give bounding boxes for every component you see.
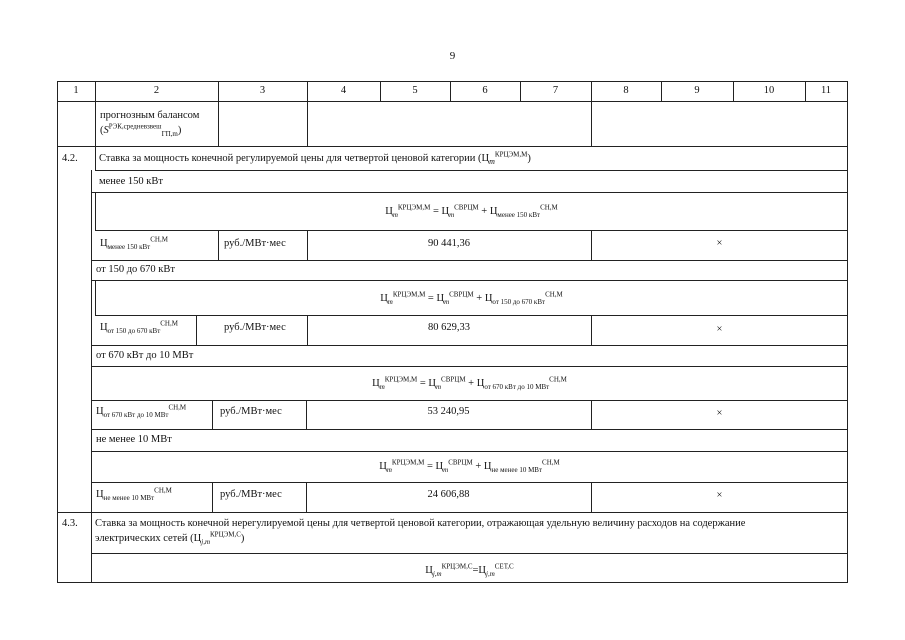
- rate-symbol: $Ц_{от 150 до 670 кВт}^{СН,М}$: [100, 319, 178, 336]
- header-cell: 10: [763, 85, 775, 96]
- section-title: Ставка за мощность конечной регулируемой цены для четвертой ценовой категории $(Ц_m^{КРЦЭМ,М})$: [99, 150, 531, 166]
- header-cell: 6: [482, 85, 488, 96]
- subsection-title: от 670 кВт до 10 МВт: [96, 350, 194, 361]
- cross-mark: ×: [716, 408, 723, 419]
- header-cell: 4: [340, 85, 347, 96]
- rate-symbol: $Ц_{менее 150 кВт}^{СН,М}$: [100, 235, 168, 252]
- rate-value: 80 629,33: [428, 322, 470, 333]
- subsection-title: менее 150 кВт: [99, 176, 163, 187]
- header-cell: 1: [73, 85, 79, 96]
- header-cell: 2: [153, 85, 160, 96]
- cross-mark: ×: [716, 490, 723, 501]
- unit: руб./МВт·мес: [224, 238, 286, 249]
- continuation-text: прогнозным балансом: [100, 110, 200, 121]
- rate-value: 90 441,36: [428, 238, 470, 249]
- unit: руб./МВт·мес: [220, 489, 282, 500]
- subsection-title: от 150 до 670 кВт: [96, 264, 175, 275]
- formula: $Ц_m^{КРЦЭМ,М} = Ц_m^{СВРЦМ} + Ц_{от 150 до 670 кВт}^{СН,М}$: [380, 290, 563, 307]
- header-cell: 3: [259, 85, 266, 96]
- formula: $Ц_m^{КРЦЭМ,М} = Ц_m^{СВРЦМ} + Ц_{не менее 10 МВт}^{СН,М}$: [379, 458, 560, 475]
- formula: $Ц_m^{КРЦЭМ,М} = Ц_m^{СВРЦМ} + Ц_{от 670 кВт до 10 МВт}^{СН,М}$: [372, 375, 567, 392]
- continuation-symbol: $(S^{РЭК,средневзвеш}_{ГП,m})$: [100, 122, 182, 139]
- header-cell: 5: [412, 85, 418, 96]
- section-title: Ставка за мощность конечной нерегулируемой цены для четвертой ценовой категории, отражающая удельную величину расходов на содержание: [95, 518, 746, 529]
- cross-mark: ×: [716, 324, 723, 335]
- section-number: 4.3.: [62, 518, 78, 529]
- section-number: 4.2.: [62, 153, 78, 164]
- formula: $Ц_{j,m}^{КРЦЭМ,С}=Ц_{j,m}^{СЕТ,С}$: [425, 562, 514, 579]
- header-cell: 11: [820, 85, 832, 96]
- subsection-title: не менее 10 МВт: [96, 434, 172, 445]
- header-cell: 9: [694, 85, 700, 96]
- rate-symbol: $Ц_{от 670 кВт до 10 МВт}^{СН,М}$: [96, 403, 187, 420]
- formula: $Ц_m^{КРЦЭМ,М} = Ц_m^{СВРЦМ} + Ц_{менее 150 кВт}^{СН,М}$: [385, 203, 558, 220]
- rate-value: 24 606,88: [427, 489, 470, 500]
- rate-symbol: $Ц_{не менее 10 МВт}^{СН,М}$: [96, 486, 172, 503]
- rate-value: 53 240,95: [427, 406, 470, 417]
- unit: руб./МВт·мес: [220, 406, 282, 417]
- page-number: 9: [449, 50, 456, 62]
- header-cell: 8: [623, 85, 629, 96]
- header-cell: 7: [552, 85, 559, 96]
- section-title-line2: электрических сетей $(Ц_{j,m}^{КРЦЭМ,С})$: [95, 530, 245, 547]
- cross-mark: ×: [716, 238, 723, 249]
- unit: руб./МВт·мес: [224, 322, 286, 333]
